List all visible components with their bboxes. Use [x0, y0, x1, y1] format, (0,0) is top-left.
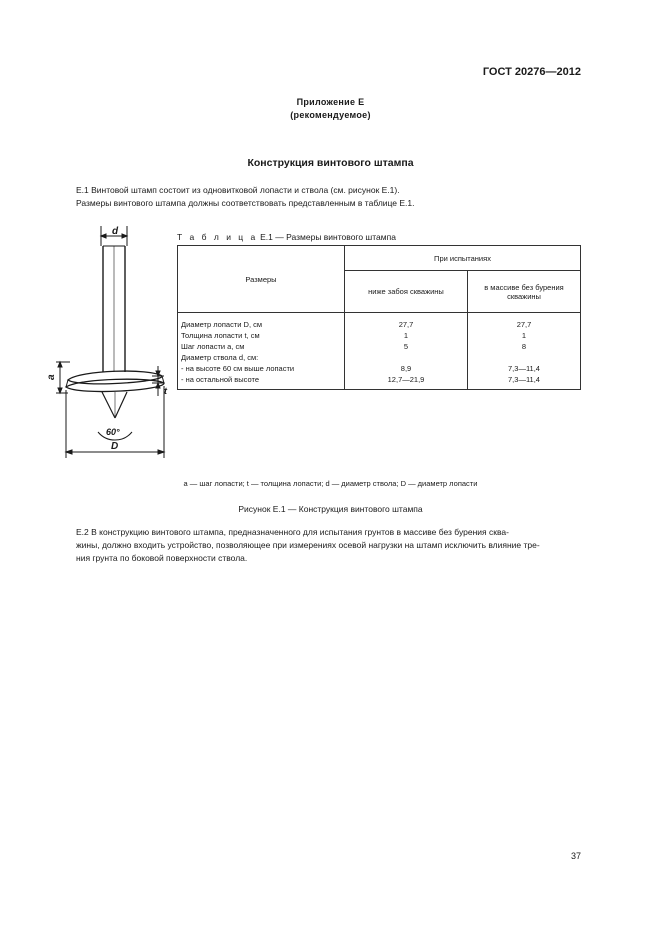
page-number: 37 [571, 851, 582, 861]
section-title: Конструкция винтового штампа [247, 157, 414, 169]
table-cell: 8 [521, 342, 527, 351]
table-cell: 1 [403, 331, 409, 340]
appendix-status: (рекомендуемое) [290, 110, 371, 120]
column-below-values [345, 313, 468, 390]
header-below: ниже забоя скважины [345, 271, 468, 313]
dimensions-table [177, 245, 581, 390]
table-row-label: Диаметр ствола d, см: [181, 353, 259, 362]
label-D: D [111, 441, 119, 452]
table-cell: 5 [403, 342, 409, 351]
header-sizes: Размеры [178, 246, 345, 313]
table-row-label: - на остальной высоте [181, 375, 260, 384]
row-labels [178, 313, 345, 390]
header-group: При испытаниях [345, 246, 581, 271]
label-t: t [164, 386, 167, 396]
table-cell: 8,9 [400, 364, 412, 373]
table-row-label: Диаметр лопасти D, см [181, 320, 263, 329]
paragraph-line: Размеры винтового штампа должны соответствовать представленным в таблице Е.1. [76, 198, 415, 208]
table-cell: 27,7 [516, 320, 532, 329]
paragraph-e1 [76, 184, 596, 210]
table-cell [348, 352, 464, 363]
table-row-label: - на высоте 60 см выше лопасти [181, 364, 295, 373]
paragraph-line: Е.1 Винтовой штамп состоит из одновитковой лопасти и ствола (см. рисунок Е.1). [76, 185, 400, 195]
label-d: d [112, 226, 119, 237]
label-a: a [46, 374, 57, 380]
table-cell: 1 [521, 331, 527, 340]
paragraph-line: жины, должно входить устройство, позволяющее при измерениях осевой нагрузки на штамп исключить влияние тре- [76, 540, 540, 550]
table-cell [471, 352, 577, 363]
standard-header: ГОСТ 20276—2012 [482, 66, 581, 78]
table-cell: 12,7—21,9 [387, 375, 425, 384]
caption-rest: Е.1 — Размеры винтового штампа [257, 232, 396, 242]
table-cell: 7,3—11,4 [508, 375, 540, 384]
table-cell: 7,3—11,4 [508, 364, 540, 373]
label-angle: 60° [106, 427, 120, 437]
appendix-title: Приложение Е [296, 97, 365, 107]
header-massive: в массиве без бурения скважины [468, 271, 581, 313]
caption-prefix: Т а б л и ц а [177, 232, 258, 242]
column-massive-values [468, 313, 581, 390]
figure-legend: а — шаг лопасти; t — толщина лопасти; d — диаметр ствола; D — диаметр лопасти [183, 479, 478, 488]
table-caption [177, 232, 396, 242]
table-row-label: Шаг лопасти a, см [181, 342, 245, 351]
table-row-label: Толщина лопасти t, см [181, 331, 260, 340]
figure-caption: Рисунок Е.1 — Конструкция винтового штампа [238, 504, 423, 514]
table-cell: 27,7 [398, 320, 414, 329]
paragraph-e2 [76, 526, 584, 565]
paragraph-line: ния грунта по боковой поверхности ствола. [76, 553, 248, 563]
paragraph-line: Е.2 В конструкцию винтового штампа, предназначенного для испытания грунтов в массиве без бурения сква- [76, 527, 509, 537]
